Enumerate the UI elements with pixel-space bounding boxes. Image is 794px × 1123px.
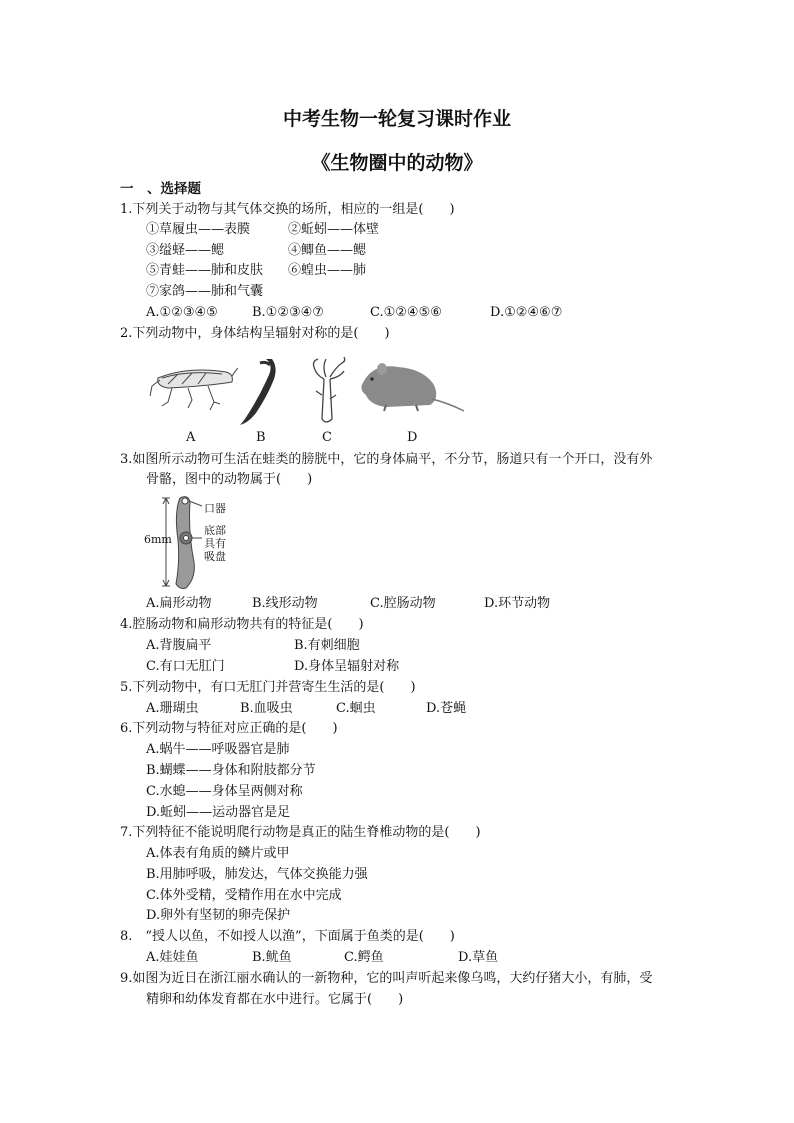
q4-option-b[interactable]: B.有刺细胞	[294, 638, 360, 653]
q4-option-a[interactable]: A.背腹扁平	[146, 638, 212, 653]
q1-item: ②蚯蚓——体壁	[288, 222, 380, 237]
rat-image	[356, 359, 466, 415]
q8-option-c[interactable]: C.鳄鱼	[344, 950, 384, 965]
q7-option-c[interactable]: C.体外受精，受精作用在水中完成	[146, 888, 342, 903]
q3-stem-line2: 骨骼，图中的动物属于( )	[146, 472, 313, 487]
q6-option-c[interactable]: C.水螅——身体呈两侧对称	[146, 784, 303, 799]
q1-item: ①草履虫——表膜	[146, 222, 251, 237]
q2-label-a: A	[186, 430, 196, 445]
q2-label-b: B	[256, 430, 266, 445]
fig-sucker-label: 底部	[204, 524, 226, 537]
q3-option-b[interactable]: B.线形动物	[252, 596, 318, 611]
q7-option-a[interactable]: A.体表有角质的鳞片或甲	[146, 846, 290, 861]
q1-stem: 1.下列关于动物与其气体交换的场所，相应的一组是( )	[120, 202, 455, 217]
q1-item: ⑤青蛙——肺和皮肤	[146, 263, 264, 278]
q1-item: ③缢蛏——鳃	[146, 243, 225, 258]
document-subtitle: 《生物圈中的动物》	[311, 152, 483, 174]
earthworm-image	[236, 355, 280, 427]
q1-item: ⑥蝗虫——肺	[288, 263, 367, 278]
q1-item: ④鲫鱼——鳃	[288, 243, 367, 258]
q2-label-c: C	[322, 430, 332, 445]
q1-option-c[interactable]: C.①②④⑤⑥	[370, 305, 442, 320]
fig-sucker-label: 具有	[204, 537, 226, 550]
q5-option-a[interactable]: A.珊瑚虫	[146, 701, 199, 716]
q8-option-d[interactable]: D.草鱼	[458, 950, 499, 965]
document-title: 中考生物一轮复习课时作业	[282, 108, 511, 130]
q1-option-b[interactable]: B.①②③④⑦	[252, 305, 324, 320]
fig-sucker-label: 吸盘	[204, 550, 226, 563]
q7-stem: 7.下列特征不能说明爬行动物是真正的陆生脊椎动物的是( )	[120, 825, 481, 840]
q1-option-d[interactable]: D.①②④⑥⑦	[490, 305, 563, 320]
q6-stem: 6.下列动物与特征对应正确的是( )	[120, 721, 338, 736]
q8-option-a[interactable]: A.娃娃鱼	[146, 950, 199, 965]
hydra-image	[308, 355, 348, 427]
section-heading: 一 、选择题	[120, 181, 201, 197]
q5-option-c[interactable]: C.蛔虫	[336, 701, 376, 716]
q1-option-a[interactable]: A.①②③④⑤	[146, 305, 218, 320]
q6-option-b[interactable]: B.蝴蝶——身体和附肢都分节	[146, 763, 316, 778]
grasshopper-image	[148, 356, 238, 412]
q4-option-c[interactable]: C.有口无肛门	[146, 659, 225, 674]
q5-option-b[interactable]: B.血吸虫	[240, 701, 293, 716]
q3-option-a[interactable]: A.扁形动物	[146, 596, 212, 611]
q6-option-a[interactable]: A.蜗牛——呼吸器官是肺	[146, 742, 290, 757]
q3-option-c[interactable]: C.腔肠动物	[370, 596, 436, 611]
fig-size-label: 6mm	[144, 533, 172, 546]
q2-stem: 2.下列动物中，身体结构呈辐射对称的是( )	[120, 326, 390, 341]
q6-option-d[interactable]: D.蚯蚓——运动器官是足	[146, 805, 291, 820]
q2-label-d: D	[407, 430, 418, 445]
q4-option-d[interactable]: D.身体呈辐射对称	[294, 659, 400, 674]
fig-mouth-label: 口器	[204, 502, 226, 515]
q8-stem: 8. “授人以鱼，不如授人以渔”，下面属于鱼类的是( )	[120, 929, 455, 944]
q7-option-d[interactable]: D.卵外有坚韧的卵壳保护	[146, 908, 291, 923]
q3-option-d[interactable]: D.环节动物	[484, 596, 551, 611]
q8-option-b[interactable]: B.鱿鱼	[252, 950, 292, 965]
q9-stem-line1: 9.如图为近日在浙江丽水确认的一新物种，它的叫声听起来像乌鸣，大约仔猪大小，有肺，受	[120, 971, 653, 986]
q5-stem: 5.下列动物中，有口无肛门并营寄生生活的是( )	[120, 680, 416, 695]
q4-stem: 4.腔肠动物和扁形动物共有的特征是( )	[120, 617, 364, 632]
q1-item: ⑦家鸽——肺和气囊	[146, 284, 264, 299]
q9-stem-line2: 精卵和幼体发育都在水中进行。它属于( )	[146, 992, 404, 1007]
q5-option-d[interactable]: D.苍蝇	[426, 701, 467, 716]
q7-option-b[interactable]: B.用肺呼吸，肺发达，气体交换能力强	[146, 867, 368, 882]
q3-stem-line1: 3.如图所示动物可生活在蛙类的膀胱中，它的身体扁平，不分节，肠道只有一个开口，没有外	[120, 452, 653, 467]
